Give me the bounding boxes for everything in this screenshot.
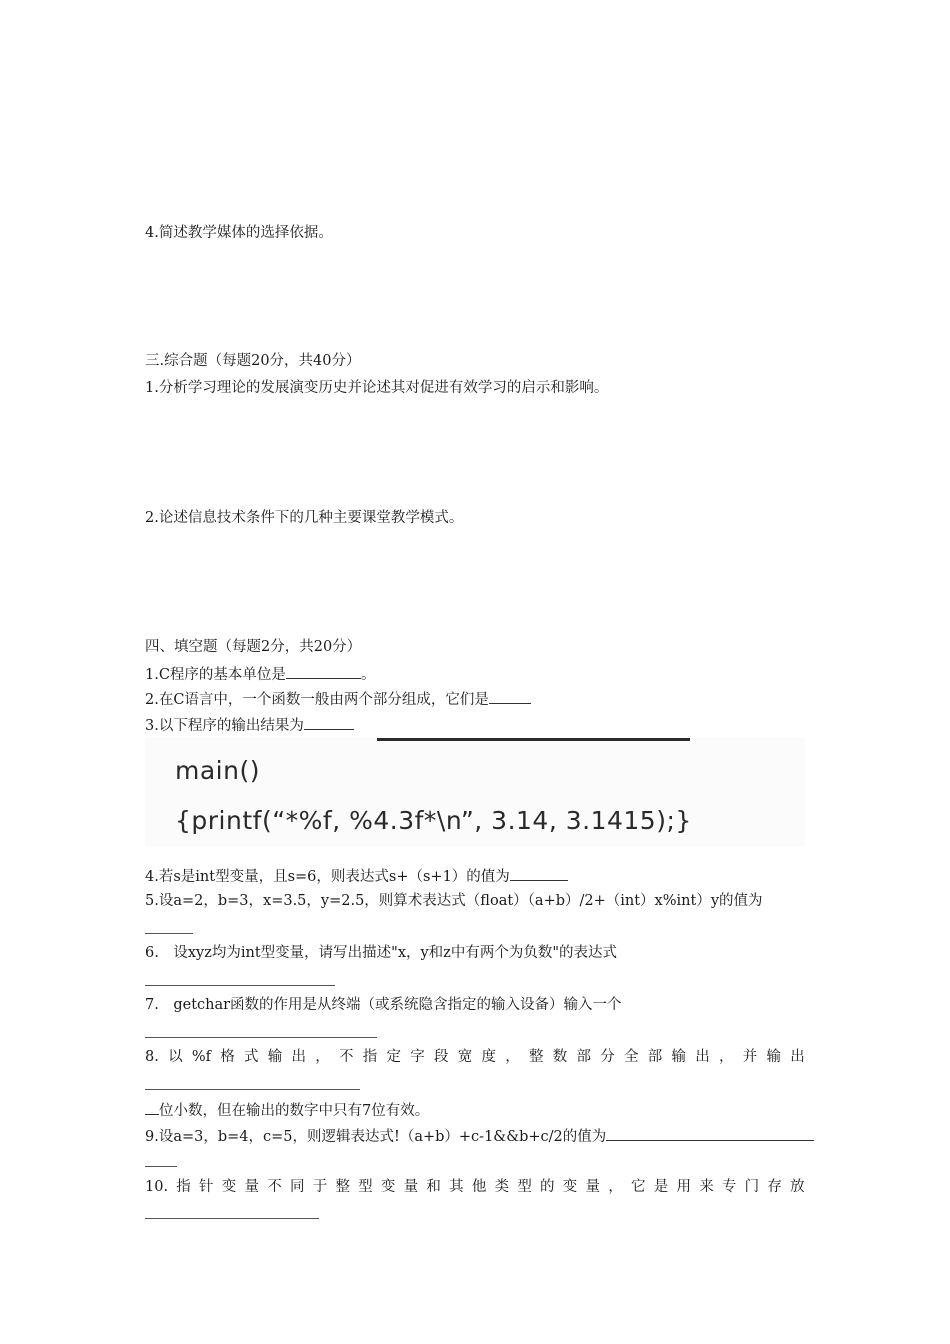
q8-word: %f [191,1049,211,1065]
q10-word: 门 [744,1179,760,1195]
q10-word: 其 [449,1179,464,1195]
q10-word: 和 [426,1179,441,1195]
q8-word: 分 [600,1049,615,1065]
q8-word: 数 [552,1049,568,1065]
fill-q9-text: 9.设a=3，b=4，c=5，则逻辑表达式!（a+b）+c-1&&b+c/2的值为 [145,1129,607,1145]
fill-question-4 [145,865,568,887]
q10-word: 型 [358,1179,373,1195]
q8-word: 部 [576,1049,591,1065]
code-line-main: main() [175,756,260,785]
q10-word: 是 [653,1179,669,1195]
q10-word: 10. [145,1179,169,1195]
q10-word: 针 [199,1179,214,1195]
fill-q1-end: 。 [360,667,376,683]
q8-word: 出 [695,1049,710,1065]
q10-word: 型 [517,1179,532,1195]
q10-word: 用 [676,1179,691,1195]
q10-word: 来 [699,1179,714,1195]
fill-question-10 [145,1177,805,1197]
q8-word: 字 [410,1049,425,1065]
q10-word: 类 [494,1179,510,1195]
fill-question-3 [145,714,354,736]
code-snippet-image [145,738,805,846]
fill-question-1 [145,663,375,685]
fill-question-6: 6. 设xyz均为int型变量，请写出描述"x，y和z中有两个为负数"的表达式 [145,945,617,961]
answer-blank [145,933,193,934]
q10-word: 量 [585,1179,601,1195]
fill-question-7: 7. getchar函数的作用是从终端（或系统隐含指定的输入设备）输入一个 [145,997,622,1013]
q8-word: ， [719,1049,734,1065]
q8-word: 出 [790,1049,805,1065]
q8-word: 式 [244,1049,259,1065]
q8-word: 出 [291,1049,306,1065]
q8-word: 定 [386,1049,401,1065]
fill-q2-text: 2.在C语言中，一个函数一般由两个部分组成，它们是 [145,692,489,708]
answer-blank [510,865,568,881]
fill-question-9 [145,1125,814,1147]
answer-blank [145,1166,177,1167]
fill-question-5: 5.设a=2，b=3，x=3.5，y=2.5，则算术表达式（float）（a+b）/2+（int）x%int）y的值为 [145,893,763,909]
q10-word: 量 [244,1179,259,1195]
q10-word: 专 [721,1179,737,1195]
answer-blank [145,1218,319,1219]
answer-blank [145,1089,360,1090]
q10-word: 同 [289,1179,305,1195]
code-line-printf: {printf(“*%f, %4.3f*\n”, 3.14, 3.1415);} [175,806,692,835]
q10-word: 变 [562,1179,578,1195]
answer-blank [145,985,335,986]
q8-word: 部 [647,1049,663,1065]
answer-blank [606,1125,814,1141]
q10-word: ， [608,1179,623,1195]
q8-word: 输 [766,1049,781,1065]
q10-word: 于 [312,1179,328,1195]
q10-word: 指 [176,1179,191,1195]
q8-word: 以 [168,1049,183,1065]
q10-word: 变 [221,1179,237,1195]
fill-q3-text: 3.以下程序的输出结果为 [145,718,304,734]
q10-word: 存 [767,1179,782,1195]
code-image-top-line [377,738,690,741]
answer-blank [145,1037,377,1038]
q8-word: 格 [220,1049,235,1065]
q8-word: 度 [481,1049,496,1065]
q8-word: 不 [339,1049,354,1065]
answer-blank [145,1099,159,1115]
q10-word: 他 [471,1179,487,1195]
answer-blank [304,714,354,730]
q10-word: 它 [630,1179,646,1195]
fill-question-8 [145,1047,805,1067]
q10-word: 的 [540,1179,555,1195]
q8-word: ， [315,1049,330,1065]
fill-question-2 [145,688,531,710]
q8-word: 整 [529,1049,544,1065]
fill-q4-text: 4.若s是int型变量，且s=6，则表达式s+（s+1）的值为 [145,869,510,885]
fill-q8-cont: 位小数，但在输出的数字中只有7位有效。 [159,1103,430,1119]
section-3-header: 三.综合题（每题20分，共40分） [145,353,361,369]
q10-word: 整 [335,1179,350,1195]
q10-word: 变 [380,1179,396,1195]
q8-word: 并 [742,1049,758,1065]
section-4-header: 四、填空题（每题2分，共20分） [145,639,362,655]
answer-blank [286,663,361,679]
answer-blank [489,688,531,704]
question-learning-theory: 1.分析学习理论的发展演变历史并论述其对促进有效学习的启示和影响。 [145,380,609,396]
q8-word: 输 [267,1049,283,1065]
q8-word: 宽 [457,1049,473,1065]
q8-word: 段 [434,1049,449,1065]
q10-word: 量 [403,1179,419,1195]
q8-word: 指 [362,1049,378,1065]
q10-word: 不 [267,1179,282,1195]
fill-q1-text: 1.C程序的基本单位是 [145,667,286,683]
q8-word: 8. [145,1049,159,1065]
question-teaching-models: 2.论述信息技术条件下的几种主要课堂教学模式。 [145,510,464,526]
q8-word: 输 [671,1049,686,1065]
question-media-selection: 4.简述教学媒体的选择依据。 [145,225,333,241]
q8-word: ， [505,1049,520,1065]
fill-question-8-continued [145,1099,429,1121]
q10-word: 放 [790,1179,805,1195]
q8-word: 全 [624,1049,639,1065]
